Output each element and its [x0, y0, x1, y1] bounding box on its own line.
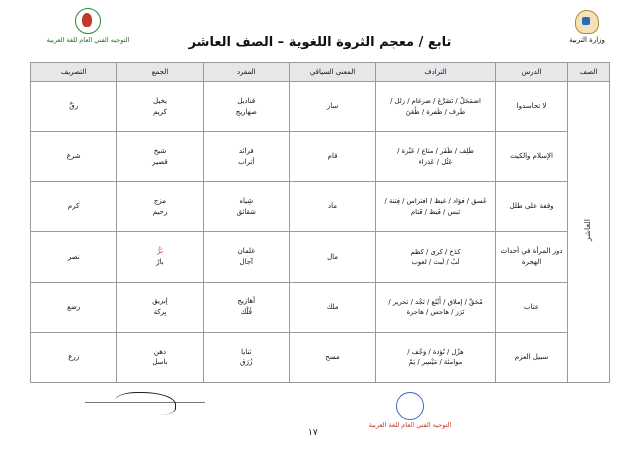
plural-cell: بَرٌّ بارٌ [117, 232, 203, 282]
header-context-meaning: المعنى السياقي [289, 63, 375, 82]
plural-cell: شيخ قصير [117, 132, 203, 182]
lesson-cell: وقفة على طلل [495, 182, 567, 232]
class-label: العاشر [583, 219, 593, 242]
table-row [31, 182, 610, 232]
page-number: ١٧ [308, 428, 318, 438]
synonym-cell: غَسق / فؤاد / غيظ / افتراس / فِتنة / نَبس / قَيظ / قَتام [376, 182, 496, 232]
singular-cell: أهازيج فُلْك [203, 282, 289, 332]
left-header-caption: التوجيه الفني العام للغة العربية [46, 36, 130, 44]
synonym-cell: اضمَحَلّ / تَضَرَّعَ / ضرغام / زلل / طَرف / ظَفرة / ظُعَنَ [376, 82, 496, 132]
official-stamp [345, 392, 475, 429]
table-row [31, 332, 610, 382]
table-row [31, 232, 610, 282]
plural-cell: بخيل كريم [117, 82, 203, 132]
context-cell: مسح [289, 332, 375, 382]
signature [85, 392, 205, 418]
header-lesson: الدرس [495, 63, 567, 82]
vocabulary-table [30, 62, 610, 383]
lesson-cell: الإسلام والكيت [495, 132, 567, 182]
table-row [31, 132, 610, 182]
context-cell: سار [289, 82, 375, 132]
plural-cell: دهن باسل [117, 332, 203, 382]
conjugation-cell: شرع [31, 132, 117, 182]
class-cell [568, 82, 610, 383]
singular-cell: فرائد أتراب [203, 132, 289, 182]
table-row [31, 282, 610, 332]
supervision-emblem-icon [75, 8, 101, 34]
table-header-row [31, 63, 610, 82]
conjugation-cell: نصر [31, 232, 117, 282]
ministry-crest-icon [575, 10, 599, 34]
lesson-cell: سبيل العزم [495, 332, 567, 382]
conjugation-cell: كرم [31, 182, 117, 232]
context-cell: ماد [289, 182, 375, 232]
conjugation-cell: رقَّ [31, 82, 117, 132]
context-cell: ملك [289, 282, 375, 332]
lesson-cell: لا تحاسدوا [495, 82, 567, 132]
context-cell: قام [289, 132, 375, 182]
header-plural: الجمع [117, 63, 203, 82]
header-conjugation: التصريف [31, 63, 117, 82]
synonym-cell: طَلِف / ظَفَر / متاع / عَبْرة / عَثُل / عَذراء [376, 132, 496, 182]
synonym-cell: هزْل / نُؤدة / وَجْف / موامئة / مَيْسِر / يَمّ [376, 332, 496, 382]
plural-cell: مزج رحيم [117, 182, 203, 232]
singular-cell: قناديل صهاريج [203, 82, 289, 132]
conjugation-cell: رضع [31, 282, 117, 332]
lesson-cell: دور المرأة في أحداث الهجرة [495, 232, 567, 282]
signature-scribble [115, 392, 176, 415]
lesson-cell: عتاب [495, 282, 567, 332]
plural-cell: إبريق بِركة [117, 282, 203, 332]
header-singular: المفرد [203, 63, 289, 82]
right-header-caption: وزارة التربية [569, 36, 605, 44]
synonym-cell: كدَحَ / كرى / كظم لَبُ / لَبث / لعوب [376, 232, 496, 282]
table-row [31, 82, 610, 132]
header-synonym: الترادف [376, 63, 496, 82]
header-class: الصف [568, 63, 610, 82]
singular-cell: ثنايا زُرَق [203, 332, 289, 382]
conjugation-cell: زرع [31, 332, 117, 382]
context-cell: مال [289, 232, 375, 282]
stamp-caption: التوجيه الفني العام للغة العربية [368, 421, 452, 429]
synonym-cell: مُحَقِّ / إملاق / أَبْثَع / نَجْد / تحرير / تَرَز / هاجس / هاجرة [376, 282, 496, 332]
stamp-seal-icon [396, 392, 424, 420]
singular-cell: غلمان آجال [203, 232, 289, 282]
singular-cell: شِياه شقائق [203, 182, 289, 232]
page-title: تابع / معجم الثروة اللغوية – الصف العاشر [188, 35, 452, 50]
